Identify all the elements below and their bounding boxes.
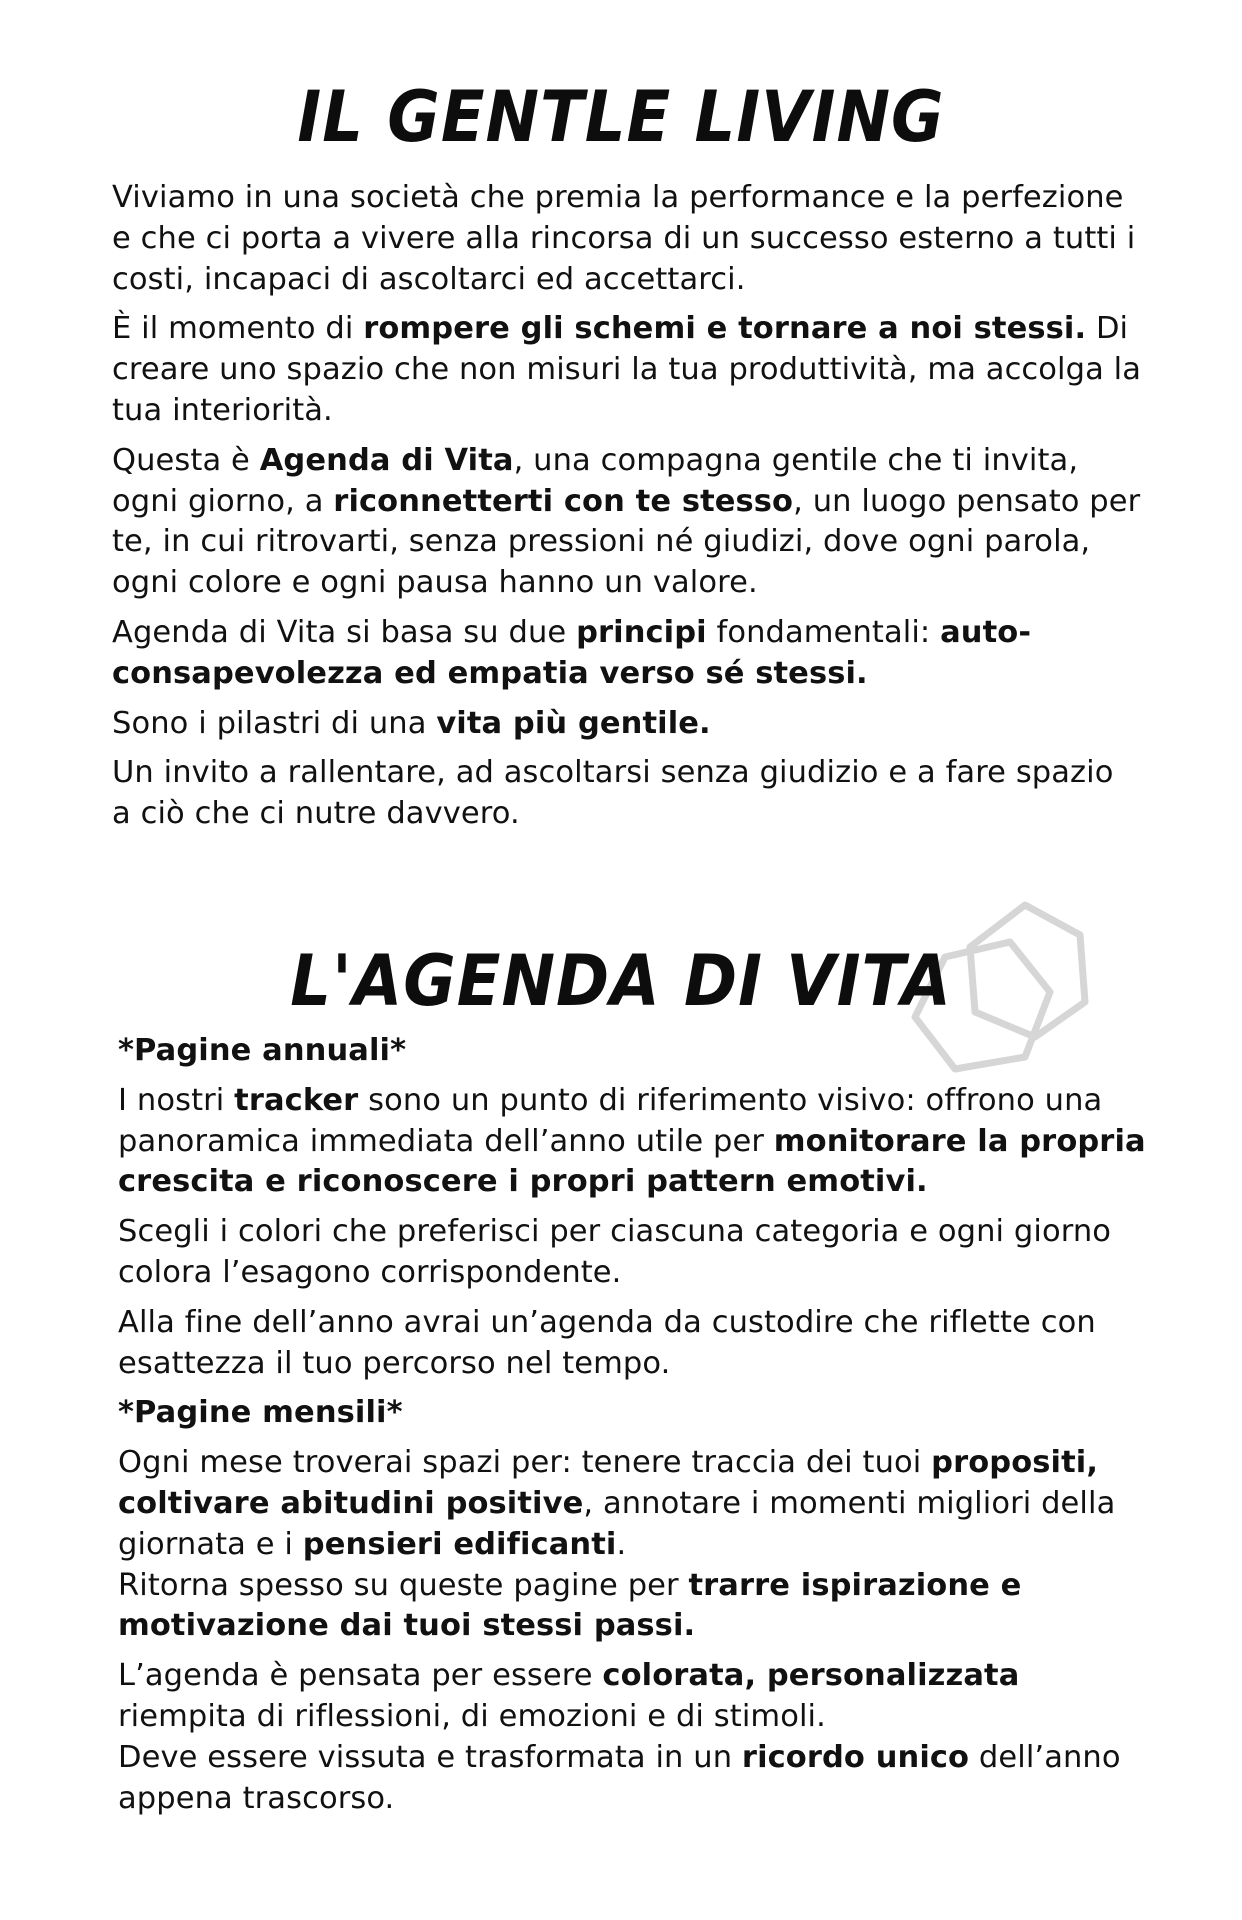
text: Ogni mese troverai spazi per: tenere traccia dei tuoi [118, 1445, 932, 1481]
bold-text: principi [576, 614, 707, 650]
text: sono un punto di riferimento visivo: offrono una panoramica immediata dell’anno utile per [118, 1082, 1103, 1159]
paragraph [118, 1303, 1148, 1385]
paragraph [112, 613, 1142, 695]
title-agenda-di-vita: L'AGENDA DI VITA [290, 941, 952, 1023]
section-gentle-living-body [112, 178, 1142, 844]
text: Viviamo in una società che premia la performance e la perfezione e che ci porta a vivere alla rincorsa di un successo esterno a tutti i costi, incapaci di ascoltarci ed accettarci. [112, 180, 1136, 297]
text: . [616, 1526, 627, 1562]
bold-text: auto-consapevolezza ed empatia verso sé stessi. [112, 614, 1032, 691]
paragraph [118, 1212, 1148, 1294]
text: dell’anno appena trascorso. [118, 1739, 1121, 1816]
text: , una compagna gentile che ti invita, ogni giorno, a [112, 442, 1079, 519]
paragraph [118, 1031, 1148, 1072]
paragraph [112, 441, 1142, 604]
bold-text: *Pagine mensili* [118, 1395, 403, 1431]
text: , un luogo pensato per te, in cui ritrovarti, senza pressioni né giudizi, dove ogni parola, ogni colore e ogni pausa hanno un valore. [112, 483, 1141, 601]
text: Agenda di Vita si basa su due [112, 614, 577, 650]
bold-text: trarre ispirazione e motivazione dai tuoi stessi passi. [118, 1567, 1022, 1644]
text: Alla fine dell’anno avrai un’agenda da custodire che riflette con esattezza il tuo percorso nel tempo. [118, 1304, 1096, 1381]
text: I nostri [118, 1082, 235, 1118]
paragraph [118, 1081, 1148, 1203]
paragraph [118, 1393, 1148, 1434]
text: Sono i pilastri di una [112, 705, 437, 741]
text: L’agenda è pensata per essere [118, 1658, 603, 1694]
bold-text: pensieri edificanti [302, 1526, 617, 1562]
text: È il momento di [112, 311, 364, 347]
bold-text: rompere gli schemi e tornare a noi stessi. [363, 311, 1087, 347]
text: riempita di riflessioni, di emozioni e di stimoli. [118, 1698, 826, 1734]
bold-text: ricordo unico [741, 1739, 970, 1775]
paragraph [112, 309, 1142, 431]
text: fondamentali: [706, 614, 941, 650]
title-gentle-living: IL GENTLE LIVING [297, 77, 945, 159]
paragraph [118, 1656, 1148, 1819]
text: Un invito a rallentare, ad ascoltarsi senza giudizio e a fare spazio a ciò che ci nutre davvero. [112, 755, 1114, 832]
section-agenda-body [118, 1031, 1148, 1828]
text: Ritorna spesso su queste pagine per [118, 1567, 689, 1603]
bold-text: colorata, personalizzata [602, 1658, 1020, 1694]
text: , annotare i momenti migliori della giornata e i [118, 1485, 1116, 1562]
bold-text: vita più gentile. [436, 705, 711, 741]
paragraph [118, 1443, 1148, 1647]
bold-text: riconnetterti con te stesso [333, 483, 794, 519]
text: Di creare uno spazio che non misuri la tua produttività, ma accolga la tua interiorità. [112, 311, 1142, 428]
text: Deve essere vissuta e trasformata in un [118, 1739, 742, 1775]
bold-text: monitorare la propria crescita e riconoscere i propri pattern emotivi. [118, 1123, 1146, 1200]
bold-text: Agenda di Vita [259, 442, 514, 478]
bold-text: propositi, coltivare abitudini positive [118, 1445, 1099, 1521]
bold-text: *Pagine annuali* [118, 1033, 407, 1068]
paragraph [112, 704, 1142, 745]
text: Scegli i colori che preferisci per ciascuna categoria e ogni giorno colora l’esagono corrispondente. [118, 1214, 1112, 1290]
bold-text: tracker [234, 1082, 359, 1118]
text: Questa è [112, 442, 260, 478]
paragraph [112, 178, 1142, 300]
paragraph [112, 753, 1142, 835]
